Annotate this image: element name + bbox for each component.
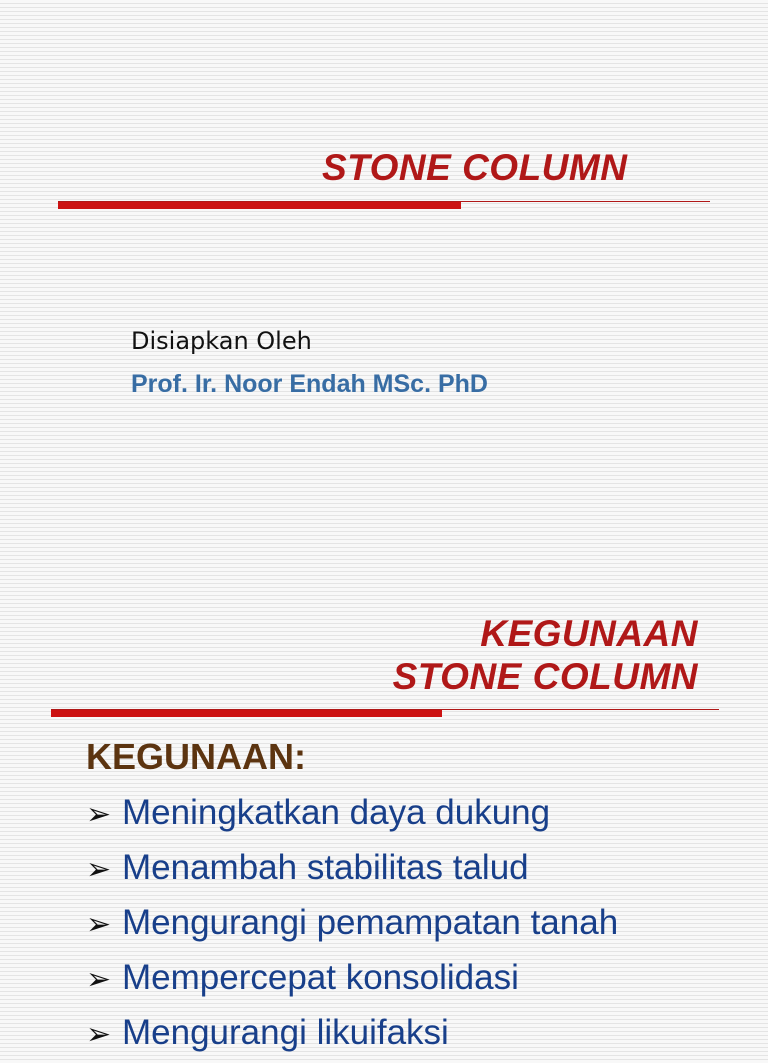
prepared-by-label: Disiapkan Oleh	[131, 327, 312, 355]
list-item	[86, 898, 618, 953]
list-item	[86, 843, 618, 898]
arrow-bullet-icon: ➢	[86, 908, 112, 941]
uses-subheading: KEGUNAAN:	[86, 736, 306, 777]
arrow-bullet-icon: ➢	[86, 798, 112, 831]
uses-bullet-list	[86, 788, 618, 1063]
slide-uses-heading-line1: KEGUNAAN	[480, 613, 698, 654]
slide-uses	[0, 512, 768, 1052]
author-name: Prof. Ir. Noor Endah MSc. PhD	[131, 370, 488, 398]
list-item	[86, 788, 618, 843]
list-item-text: Meningkatkan daya dukung	[122, 793, 551, 832]
list-item-text: Mengurangi likuifaksi	[122, 1013, 449, 1052]
list-item-text: Mengurangi pemampatan tanah	[122, 903, 619, 942]
slide-title-heading: STONE COLUMN	[322, 147, 628, 188]
arrow-bullet-icon: ➢	[86, 853, 112, 886]
slide-uses-heading-line2: STONE COLUMN	[392, 656, 698, 697]
title-divider-accent	[58, 202, 461, 209]
list-item-text: Mempercepat konsolidasi	[122, 958, 519, 997]
uses-divider-accent	[51, 710, 442, 717]
arrow-bullet-icon: ➢	[86, 963, 112, 996]
list-item-text: Menambah stabilitas talud	[122, 848, 529, 887]
slide-title	[0, 0, 768, 512]
slide-uses-heading	[393, 612, 698, 698]
list-item	[86, 953, 618, 1008]
list-item	[86, 1008, 618, 1063]
arrow-bullet-icon: ➢	[86, 1018, 112, 1051]
